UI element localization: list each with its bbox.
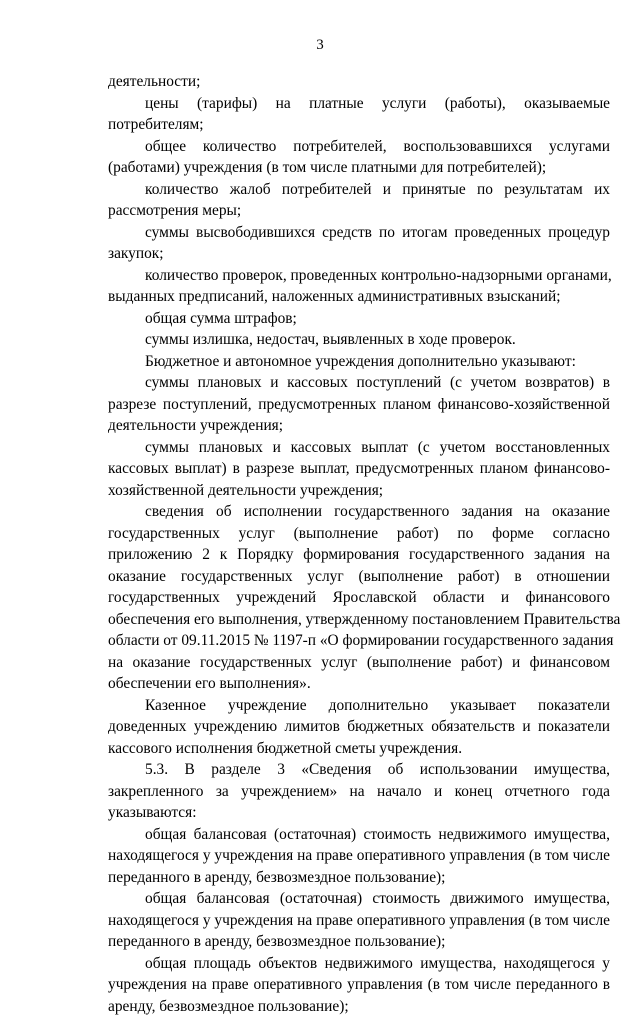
text-line: обеспечении его выполнения». xyxy=(108,673,610,695)
text-line: переданного в аренду, безвозмездное пользование); xyxy=(108,867,610,889)
text-line: государственных услуг (выполнение работ) по форме согласно xyxy=(108,523,610,545)
document-body xyxy=(108,71,610,1017)
text-line: общее количество потребителей, воспользовавшихся услугами xyxy=(108,136,610,158)
text-line: цены (тарифы) на платные услуги (работы), оказываемые xyxy=(108,93,610,115)
text-line: хозяйственной деятельности учреждения; xyxy=(108,480,610,502)
text-line: (работами) учреждения (в том числе платными для потребителей); xyxy=(108,157,610,179)
text-line: деятельности; xyxy=(108,71,610,93)
text-line: общая площадь объектов недвижимого имущества, находящегося у xyxy=(108,953,610,975)
text-line: выданных предписаний, наложенных административных взысканий; xyxy=(108,286,610,308)
text-line: аренду, безвозмездное пользование); xyxy=(108,996,610,1017)
text-line: 5.3. В разделе 3 «Сведения об использовании имущества, xyxy=(108,759,610,781)
text-line: находящегося у учреждения на праве оперативного управления (в том числе xyxy=(108,910,610,932)
text-line: приложению 2 к Порядку формирования государственного задания на xyxy=(108,544,610,566)
text-line: области от 09.11.2015 № 1197-п «О формировании государственного задания xyxy=(108,630,610,652)
text-line: количество проверок, проведенных контрольно-надзорными органами, xyxy=(108,265,610,287)
text-line: переданного в аренду, безвозмездное пользование); xyxy=(108,931,610,953)
page-number: 3 xyxy=(0,36,640,54)
text-line: обеспечения его выполнения, утвержденному постановлением Правительства xyxy=(108,609,610,631)
text-line: суммы высвободившихся средств по итогам проведенных процедур xyxy=(108,222,610,244)
text-line: закрепленного за учреждением» на начало и конец отчетного года xyxy=(108,781,610,803)
text-line: на оказание государственных услуг (выполнение работ) и финансовом xyxy=(108,652,610,674)
text-line: указываются: xyxy=(108,802,610,824)
text-line: суммы плановых и кассовых выплат (с учетом восстановленных xyxy=(108,437,610,459)
text-line: Бюджетное и автономное учреждения дополнительно указывают: xyxy=(108,351,610,373)
text-line: количество жалоб потребителей и принятые по результатам их xyxy=(108,179,610,201)
text-line: учреждения на праве оперативного управления (в том числе переданного в xyxy=(108,974,610,996)
text-line: сведения об исполнении государственного задания на оказание xyxy=(108,501,610,523)
text-line: кассового исполнения бюджетной сметы учреждения. xyxy=(108,738,610,760)
text-line: кассовых выплат) в разрезе выплат, предусмотренных планом финансово- xyxy=(108,458,610,480)
text-line: государственных учреждений Ярославской области и финансового xyxy=(108,587,610,609)
text-line: находящегося у учреждения на праве оперативного управления (в том числе xyxy=(108,845,610,867)
text-line: потребителям; xyxy=(108,114,610,136)
text-line: разрезе поступлений, предусмотренных планом финансово-хозяйственной xyxy=(108,394,610,416)
text-line: Казенное учреждение дополнительно указывает показатели xyxy=(108,695,610,717)
text-line: деятельности учреждения; xyxy=(108,415,610,437)
text-line: рассмотрения меры; xyxy=(108,200,610,222)
text-line: закупок; xyxy=(108,243,610,265)
text-line: оказание государственных услуг (выполнение работ) в отношении xyxy=(108,566,610,588)
text-line: суммы плановых и кассовых поступлений (с учетом возвратов) в xyxy=(108,372,610,394)
text-line: общая сумма штрафов; xyxy=(108,308,610,330)
text-line: доведенных учреждению лимитов бюджетных обязательств и показатели xyxy=(108,716,610,738)
text-line: общая балансовая (остаточная) стоимость движимого имущества, xyxy=(108,888,610,910)
text-line: суммы излишка, недостач, выявленных в ходе проверок. xyxy=(108,329,610,351)
text-line: общая балансовая (остаточная) стоимость недвижимого имущества, xyxy=(108,824,610,846)
